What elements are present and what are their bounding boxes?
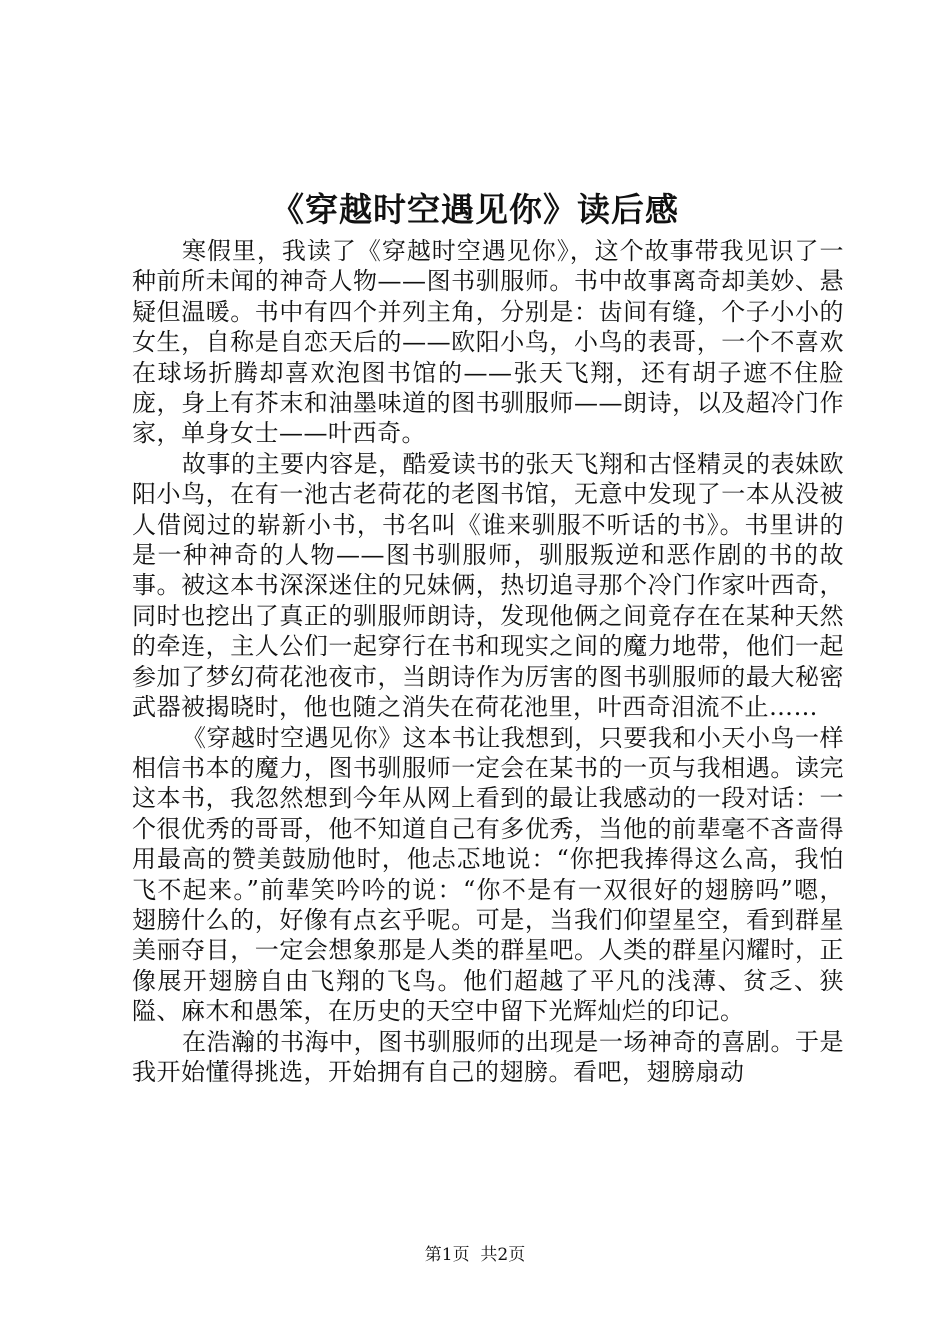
paragraph: 《穿越时空遇见你》这本书让我想到，只要我和小天小鸟一样相信书本的魔力，图书驯服师一定会在某书的一页与我相遇。读完这本书，我忽然想到今年从网上看到的最让我感动的一段对话：一个很优秀的哥哥，他不知道自己有多优秀，当他的前辈毫不吝啬得用最高的赞美鼓励他时，他忐忑地说：“你把我捧得这么高，我怕飞不起来。”前辈笑吟吟的说：“你不是有一双很好的翅膀吗”嗯，翅膀什么的，好像有点玄乎呢。可是，当我们仰望星空，看到群星美丽夺目，一定会想象那是人类的群星吧。人类的群星闪耀时，正像展开翅膀自由飞翔的飞鸟。他们超越了平凡的浅薄、贫乏、狭隘、麻木和愚笨，在历史的天空中留下光辉灿烂的印记。 — [132, 723, 844, 1026]
paragraph: 在浩瀚的书海中，图书驯服师的出现是一场神奇的喜剧。于是我开始懂得挑选，开始拥有自己的翅膀。看吧，翅膀扇动 — [132, 1027, 844, 1086]
page-footer — [0, 1243, 950, 1267]
page-number: 第1页 共2页 — [424, 1245, 526, 1265]
paragraph: 寒假里，我读了《穿越时空遇见你》，这个故事带我见识了一种前所未闻的神奇人物——图书驯服师。书中故事离奇却美妙、悬疑但温暖。书中有四个并列主角，分别是：齿间有缝，个子小小的女生，自称是自恋天后的——欧阳小鸟，小鸟的表哥，一个不喜欢在球场折腾却喜欢泡图书馆的——张天飞翔，还有胡子遮不住脸庞，身上有芥末和油墨味道的图书驯服师——朗诗，以及超冷门作家，单身女士——叶西奇。 — [132, 237, 844, 448]
document-body — [132, 236, 844, 1087]
document-title: 《穿越时空遇见你》读后感 — [271, 190, 679, 229]
paragraph: 故事的主要内容是，酷爱读书的张天飞翔和古怪精灵的表妹欧阳小鸟，在有一池古老荷花的老图书馆，无意中发现了一本从没被人借阅过的崭新小书，书名叫《谁来驯服不听话的书》。书里讲的是一种神奇的人物——图书驯服师，驯服叛逆和恶作剧的书的故事。被这本书深深迷住的兄妹俩，热切追寻那个冷门作家叶西奇，同时也挖出了真正的驯服师朗诗，发现他俩之间竟存在在某种天然的牵连，主人公们一起穿行在书和现实之间的魔力地带，他们一起参加了梦幻荷花池夜市，当朗诗作为厉害的图书驯服师的最大秘密武器被揭晓时，他也随之消失在荷花池里，叶西奇泪流不止…… — [132, 449, 844, 722]
